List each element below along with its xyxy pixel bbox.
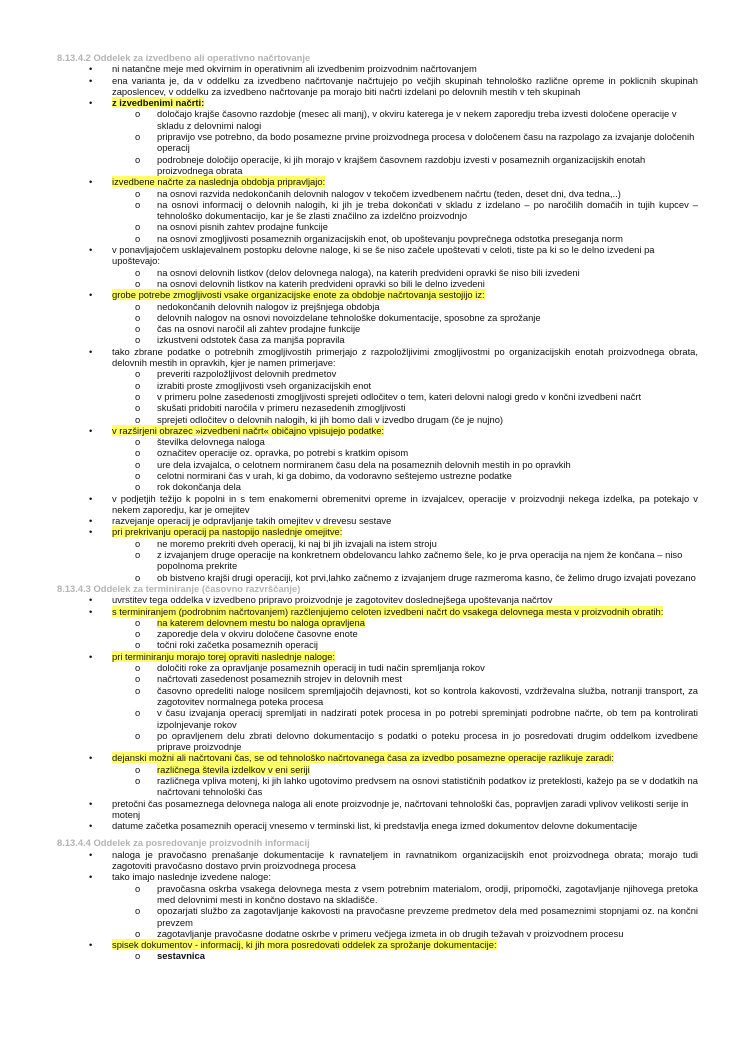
sub-list-item: o točni roki začetka posameznih operacij (135, 639, 319, 651)
circle-bullet-icon: o (135, 549, 141, 561)
circle-bullet-icon: o (135, 187, 141, 199)
list-item: • datume začetka posameznih operacij vnesemo v terminski list, ki predstavlja enega izmed dokumentov delovne dokumentacije (89, 820, 638, 832)
circle-bullet-icon: o (135, 221, 141, 233)
sub-list-item: o številka delovnega naloga (135, 436, 265, 448)
circle-bullet-icon: o (135, 153, 141, 165)
sub-list-item: o celotni normirani čas v urah, ki ga dobimo, da vodoravno seštejemo ustrezne podatke (135, 469, 512, 481)
sub-list-item: o na osnovi informacij o delovnih nalogih, ki jih je treba dokončati v skladu z izdelano – po naročilih domačih in tujih kupcev – tehnološko dokumentacijo, kar je še zlasti značilno za izdelčno proizvodnjo (135, 198, 698, 222)
circle-bullet-icon: o (135, 763, 141, 775)
sub-list-item: o na osnovi delovnih listkov (delov delovnega naloga), na katerih predvideni opravki še niso bili izvedeni (135, 266, 580, 278)
sub-list-item: o pripravijo vse potrebno, da bodo posamezne prvine proizvodnega procesa v določenem času na razpolago za izvajanje določenih operacij (135, 131, 695, 154)
bullet-icon: • (89, 289, 93, 301)
list-item: • tako imajo naslednje izvedene naloge: (89, 871, 271, 883)
bullet-icon: • (89, 244, 93, 256)
sub-list-item: o v času izvajanja operacij spremljati in nadzirati potek procesa in po potrebi spreminjati podrobne načrte, ob tem pa kontrolirati izpolnjevanje rokov (135, 707, 698, 730)
circle-bullet-icon: o (135, 436, 141, 448)
bullet-icon: • (89, 797, 93, 809)
sub-list-item: o ne moremo prekriti dveh operacij, ki naj bi jih izvajali na istem stroju (135, 537, 437, 549)
circle-bullet-icon: o (135, 628, 141, 640)
circle-bullet-icon: o (135, 639, 141, 651)
sub-list-item: o z izvajanjem druge operacije na konkretnem obdelovancu lahko začnemo šele, ko je prva operacija na njem že končana – niso popolnoma prekrite (135, 549, 683, 572)
list-item: • izvedbene načrte za naslednja obdobja pripravljajo: (89, 176, 326, 188)
sub-list-item: o na osnovi delovnih listkov na katerih predvideni opravki so bili le delno izvedeni (135, 277, 485, 289)
bullet-icon: • (89, 515, 93, 527)
section-heading: 8.13.4.3 Oddelek za terminiranje (časovno razvrščanje) (57, 582, 301, 594)
sub-list-item: o na osnovi pisnih zahtev prodajne funkcije (135, 221, 328, 233)
bullet-icon: • (89, 424, 93, 436)
sub-list-item: o nedokončanih delovnih nalogov iz prejšnjega obdobja (135, 300, 380, 312)
sub-list-item: o preveriti razpoložljivost delovnih predmetov (135, 368, 337, 380)
circle-bullet-icon: o (135, 368, 141, 380)
bullet-icon: • (89, 492, 93, 504)
bullet-icon: • (89, 345, 93, 357)
bullet-icon: • (89, 820, 93, 832)
circle-bullet-icon: o (135, 300, 141, 312)
circle-bullet-icon: o (135, 334, 141, 346)
list-item: • z izvedbenimi načrti: (89, 97, 205, 109)
sub-list-item: o v primeru polne zasedenosti zmogljivosti sprejeti odločitev o tem, kateri delovni nalogi gredo v končni izvedbeni načrt (135, 390, 642, 402)
list-item: • spisek dokumentov - informacij, ki jih mora posredovati oddelek za sprožanje dokumentacije: (89, 939, 497, 951)
sub-list-item: o izrabiti proste zmogljivosti vseh organizacijskih enot (135, 379, 372, 391)
sub-list-item: o različnega števila izdelkov v eni seriji (135, 763, 310, 775)
list-item: • v razširjeni obrazec »izvedbeni načrt« običajno vpisujejo podatke: (89, 424, 385, 436)
sub-list-item: o zaporedje dela v okviru določene časovne enote (135, 628, 358, 640)
list-item: • naloga je pravočasno prenašanje dokumentacije k ravnateljem in ravnatnikom organizacijskih enot proizvodnega obrata; morajo tudi zagotoviti pravočasno dostavo prvin proizvodnega procesa (89, 848, 698, 872)
sub-list-item: o različnega vpliva motenj, ki jih lahko ugotovimo predvsem na osnovi statističnih podatkov iz preteklosti, kažejo pa se v dodatkih na načrtovani tehnološki čas (135, 775, 698, 798)
bullet-icon: • (89, 526, 93, 538)
bullet-icon: • (89, 63, 93, 75)
section-heading: 8.13.4.2 Oddelek za izvedbeno ali operativno načrtovanje (57, 52, 311, 63)
circle-bullet-icon: o (135, 108, 141, 120)
sub-list-item: o skušati pridobiti naročila v primeru nezasedenih zmogljivosti (135, 402, 406, 414)
bullet-icon: • (89, 74, 93, 86)
list-item: • v podjetjih težijo k popolni in s tem enakomerni obremenitvi opreme in izvajalcev, operacije v proizvodnji nekega izdelka, pa potekajo v nekem zaporedju, kar je omejitev (89, 492, 698, 515)
list-item: • dejanski možni ali načrtovani čas, se od tehnološko načrtovanega časa za izvedbo posamezne operacije razlikuje zaradi: (89, 752, 614, 764)
circle-bullet-icon: o (135, 905, 141, 917)
sub-list-item: o izkustveni odstotek časa za manjša popravila (135, 334, 345, 346)
circle-bullet-icon: o (135, 311, 141, 323)
sub-list-item: o na osnovi razvida nedokončanih delovnih nalogov v tekočem izvedbenem načrtu (teden, deset dni, dva tedna,..) (135, 187, 621, 199)
sub-list-item: o delovnih nalogov na osnovi novoizdelane tehnološke dokumentacije, sposobne za sprožanje (135, 311, 541, 323)
bullet-icon: • (89, 848, 93, 860)
circle-bullet-icon: o (135, 616, 141, 628)
list-item: • uvrstitev tega oddelka v izvedbeno pripravo proizvodnje je zagotovitev doslednejšega upoštevanja načrtov (89, 594, 553, 606)
bullet-icon: • (89, 752, 93, 764)
sub-list-item: o sestavnica (135, 950, 205, 962)
circle-bullet-icon: o (135, 673, 141, 685)
sub-list-item: o določiti roke za opravljanje posameznih operacij in tudi način spremljanja rokov (135, 662, 485, 674)
circle-bullet-icon: o (135, 447, 141, 459)
circle-bullet-icon: o (135, 277, 141, 289)
section-heading: 8.13.4.4 Oddelek za posredovanje proizvodnih informacij (57, 837, 310, 849)
circle-bullet-icon: o (135, 198, 141, 210)
circle-bullet-icon: o (135, 684, 141, 696)
circle-bullet-icon: o (135, 131, 141, 143)
bullet-icon: • (89, 871, 93, 883)
circle-bullet-icon: o (135, 481, 141, 493)
sub-list-item: o določajo krajše časovno razdobje (mesec ali manj), v okviru katerega je v nekem zaporedju treba izvesti določene operacije v skladu z delovnimi nalogi (135, 108, 677, 131)
circle-bullet-icon: o (135, 232, 141, 244)
sub-list-item: o po opravljenem delu zbrati delovno dokumentacijo s podatki o poteku procesa in jo posredovati drugim oddelkom izvedbene priprave proizvodnje (135, 729, 698, 753)
list-item: • pretočni čas posameznega delovnega naloga ali enote proizvodnje je, načrtovani tehnološki čas, popravljen zaradi vplivov velikosti serije in motenj (89, 797, 689, 820)
circle-bullet-icon: o (135, 729, 141, 741)
sub-list-item: o pravočasna oskrba vsakega delovnega mesta z vsem potrebnim materialom, orodji, pripomočki, zagotavljanje njihovega pretoka med delovnimi mesti in končno dostavo na skladišče. (135, 882, 698, 905)
list-item: • ni natančne meje med okvirnim in operativnim ali izvedbenim proizvodnim načrtovanjem (89, 63, 477, 75)
sub-list-item: o podrobneje določijo operacije, ki jih morajo v krajšem časovnem razdobju izvesti v posameznih organizacijskih enotah proizvodnega obrata (135, 153, 646, 176)
document-page (0, 52, 750, 962)
circle-bullet-icon: o (135, 950, 141, 962)
list-item: • grobe potrebe zmogljivosti vsake organizacijske enote za obdobje načrtovanja sestojijo iz: (89, 289, 485, 301)
sub-list-item: o rok dokončanja dela (135, 481, 241, 493)
circle-bullet-icon: o (135, 707, 141, 719)
sub-list-item: o čas na osnovi naročil ali zahtev prodajne funkcije (135, 323, 361, 335)
circle-bullet-icon: o (135, 390, 141, 402)
bullet-icon: • (89, 594, 93, 606)
list-item: • ena varianta je, da v oddelku za izvedbeno načrtovanje načrtujejo po večjih skupinah tehnološko različne opreme in poklicnih skupinah zaposlencev, v oddelku za izvedbeno načrtovanje pa morajo biti načrti izdelani po delovnih mestih v teh skupinah (89, 74, 698, 97)
sub-list-item: o časovno opredeliti naloge nosilcem spremljajočih dejavnosti, kot so kontrola kakovosti, vzdrževalna služba, notranji transport, za zagotovitev normalnega poteka procesa (135, 684, 698, 707)
circle-bullet-icon: o (135, 266, 141, 278)
circle-bullet-icon: o (135, 458, 141, 470)
list-item: • razvejanje operacij je odpravljanje takih omejitev v drevesu sestave (89, 515, 392, 527)
circle-bullet-icon: o (135, 882, 141, 894)
bullet-icon: • (89, 939, 93, 951)
sub-list-item: o opozarjati službo za zagotavljanje kakovosti na pravočasne prevzeme predmetov dela med posameznimi stopnjami oz. na končni prevzem (135, 905, 698, 928)
list-item: • tako zbrane podatke o potrebnih zmogljivostih primerjajo z razpoložljivimi zmogljivostmi po organizacijskih enotah proizvodnega obrata, delovnih mestih in opravkih, kjer je namen primerjave: (89, 345, 698, 369)
circle-bullet-icon: o (135, 469, 141, 481)
list-item: • s terminiranjem (podrobnim načrtovanjem) razčlenjujemo celoten izvedbeni načrt do vsakega delovnega mesta v proizvodnih obratih: (89, 605, 664, 617)
sub-list-item: o na osnovi zmogljivosti posameznih organizacijskih enot, ob upoštevanju povprečnega odstotka preseganja norm (135, 232, 623, 244)
sub-list-item: o načrtovati zasedenost posameznih strojev in delovnih mest (135, 673, 402, 685)
sub-list-item: o na katerem delovnem mestu bo naloga opravljena (135, 616, 365, 628)
bullet-icon: • (89, 97, 93, 109)
circle-bullet-icon: o (135, 775, 141, 786)
circle-bullet-icon: o (135, 571, 141, 583)
sub-list-item: o ob bistveno krajši drugi operaciji, kot prvi,lahko začnemo z izvajanjem druge razmeroma kasno, če želimo drugo izvajati povezano (135, 571, 696, 583)
circle-bullet-icon: o (135, 662, 141, 674)
sub-list-item: o označitev operacije oz. opravka, po potrebi s kratkim opisom (135, 447, 409, 459)
circle-bullet-icon: o (135, 927, 141, 939)
bullet-icon: • (89, 176, 93, 188)
sub-list-item: o sprejeti odločitev o delovnih nalogih, ki jih bomo dali v izvedbo drugam (če je nujno) (135, 413, 504, 425)
list-item: • pri prekrivanju operacij pa nastopijo naslednje omejitve: (89, 526, 343, 538)
list-item: • pri terminiranju morajo torej opraviti naslednje naloge: (89, 650, 336, 662)
circle-bullet-icon: o (135, 323, 141, 335)
circle-bullet-icon: o (135, 413, 141, 425)
sub-list-item: o zagotavljanje pravočasne dodatne oskrbe v primeru večjega izmeta in ob drugih težavah v proizvodnem procesu (135, 927, 624, 939)
circle-bullet-icon: o (135, 402, 141, 414)
bullet-icon: • (89, 605, 93, 617)
circle-bullet-icon: o (135, 537, 141, 549)
bullet-icon: • (89, 650, 93, 662)
sub-list-item: o ure dela izvajalca, o celotnem normiranem času dela na posameznih delovnih mestih in po opravkih (135, 458, 571, 470)
list-item: • v ponavljajočem usklajevalnem postopku delovne naloge, ki se še niso začele upoštevati v celoti, tiste pa ki so le delno izvedeni pa upoštevajo: (89, 244, 655, 267)
circle-bullet-icon: o (135, 379, 141, 391)
